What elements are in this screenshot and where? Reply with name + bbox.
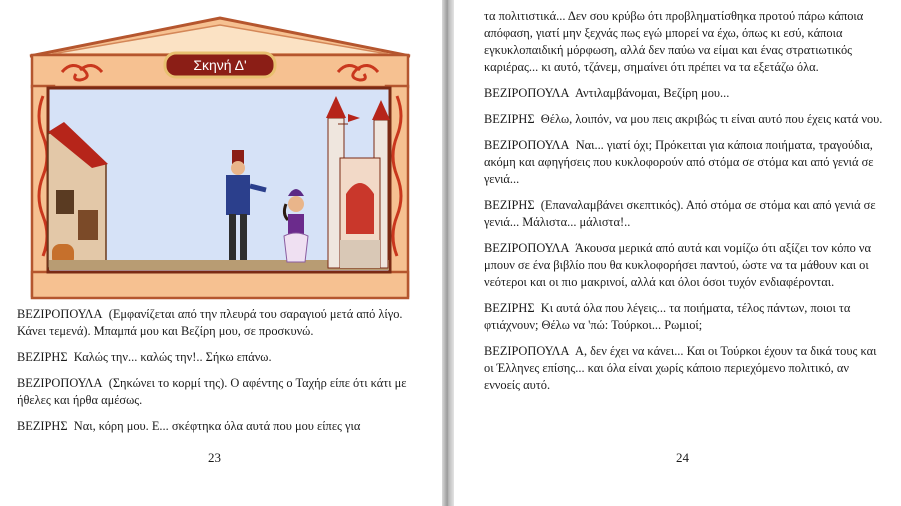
- left-page-text: [17, 306, 419, 444]
- book-gutter: [442, 0, 454, 506]
- dialogue-paragraph: [484, 137, 888, 188]
- speaker-name: ΒΕΖΙΡΟΠΟΥΛΑ: [17, 307, 103, 321]
- speaker-name: ΒΕΖΙΡΟΠΟΥΛΑ: [484, 344, 570, 358]
- dialogue-paragraph: [484, 111, 888, 128]
- dialogue-text: Κι αυτά όλα που λέγεις... τα ποιήματα, τέλος πάντων, ποιοι τα φτιάχνουν; Θέλω να 'πώ: Τούρκοι... Ρωμιοί;: [484, 301, 851, 332]
- dialogue-paragraph: [17, 306, 419, 340]
- dialogue-paragraph: [17, 375, 419, 409]
- dialogue-text: Α, δεν έχει να κάνει... Και οι Τούρκοι έχουν τα δικά τους και οι Έλληνες επίσης... και όλα είναι χωρίς κάποιο περιεχόμενο πολιτικό, αν εννοείς αυτό.: [484, 344, 877, 392]
- dialogue-text: (Εμφανίζεται από την πλευρά του σαραγιού μετά από λίγο. Κάνει τεμενά). Μπαμπά μου και Βεζίρη μου, σε προσκυνώ.: [17, 307, 403, 338]
- speaker-name: ΒΕΖΙΡΗΣ: [17, 350, 68, 364]
- dialogue-paragraph: [484, 300, 888, 334]
- dialogue-paragraph: [484, 85, 888, 102]
- scene-label: Σκηνή Δ': [193, 57, 247, 73]
- dialogue-text: (Σηκώνει το κορμί της). Ο αφέντης ο Ταχήρ είπε ότι κάτι με ήθελες και ήρθα αμέσως.: [17, 376, 407, 407]
- dialogue-text: Αντιλαμβάνομαι, Βεζίρη μου...: [575, 86, 730, 100]
- shadow-theater-illustration: [22, 14, 418, 302]
- dialogue-paragraph: [17, 418, 419, 435]
- dialogue-paragraph: [484, 240, 888, 291]
- dialogue-paragraph: [484, 343, 888, 394]
- right-page-text: [484, 8, 888, 403]
- speaker-name: ΒΕΖΙΡΟΠΟΥΛΑ: [484, 86, 570, 100]
- dialogue-text: Ναι... γιατί όχι; Πρόκειται για κάποια ποιήματα, τραγούδια, ακόμη και αφηγήσεις που κυκλοφορούν από στόμα σε στόμα και από γενιά σε γενιά...: [484, 138, 874, 186]
- speaker-name: ΒΕΖΙΡΗΣ: [17, 419, 68, 433]
- dialogue-text: Θέλω, λοιπόν, να μου πεις ακριβώς τι είναι αυτό που έχεις κατά νου.: [540, 112, 883, 126]
- dialogue-text: τα πολιτιστικά... Δεν σου κρύβω ότι προβληματίσθηκα προτού πάρω κάποια απόφαση, γιατί μην ξεχνάς πως εγώ μπορεί να έχω, όπως κι εσύ, κάποια εγκυκλοπαιδική μόρφωση, αλλά δεν παύω να είμαι και ένας στρατιωτικός καριέρας... κι αυτό, τζάνεμ, σημαίνει ότι πρέπει να τα εξετάζω όλα.: [484, 9, 864, 74]
- dialogue-text: Άκουσα μερικά από αυτά και νομίζω ότι αξίζει τον κόπο να μπουν σε ένα βιβλίο που θα κυκλοφορήσει παντού, ώστε να τα μάθουν και οι νεότεροι και οι πιο μακρινοί, αλλά και όλοι όσοι τυχόν ενδιαφέρονται.: [484, 241, 872, 289]
- dialogue-text: (Επαναλαμβάνει σκεπτικός). Από στόμα σε στόμα και από γενιά σε γενιά... Μάλιστα... μάλιστα!..: [484, 198, 876, 229]
- dialogue-paragraph: [484, 197, 888, 231]
- speaker-name: ΒΕΖΙΡΟΠΟΥΛΑ: [17, 376, 103, 390]
- speaker-name: ΒΕΖΙΡΗΣ: [484, 301, 535, 315]
- speaker-name: ΒΕΖΙΡΟΠΟΥΛΑ: [484, 241, 570, 255]
- page-number-left: 23: [208, 450, 221, 465]
- dialogue-paragraph: [17, 349, 419, 366]
- dialogue-text: Καλώς την... καλώς την!.. Σήκω επάνω.: [73, 350, 272, 364]
- speaker-name: ΒΕΖΙΡΗΣ: [484, 198, 535, 212]
- speaker-name: ΒΕΖΙΡΟΠΟΥΛΑ: [484, 138, 570, 152]
- page-left: [0, 0, 442, 506]
- page-right: [454, 0, 901, 506]
- dialogue-text: Ναι, κόρη μου. Ε... σκέφτηκα όλα αυτά που μου είπες για: [73, 419, 361, 433]
- page-number-right: 24: [676, 450, 689, 465]
- speaker-name: ΒΕΖΙΡΗΣ: [484, 112, 535, 126]
- dialogue-paragraph: [484, 8, 888, 76]
